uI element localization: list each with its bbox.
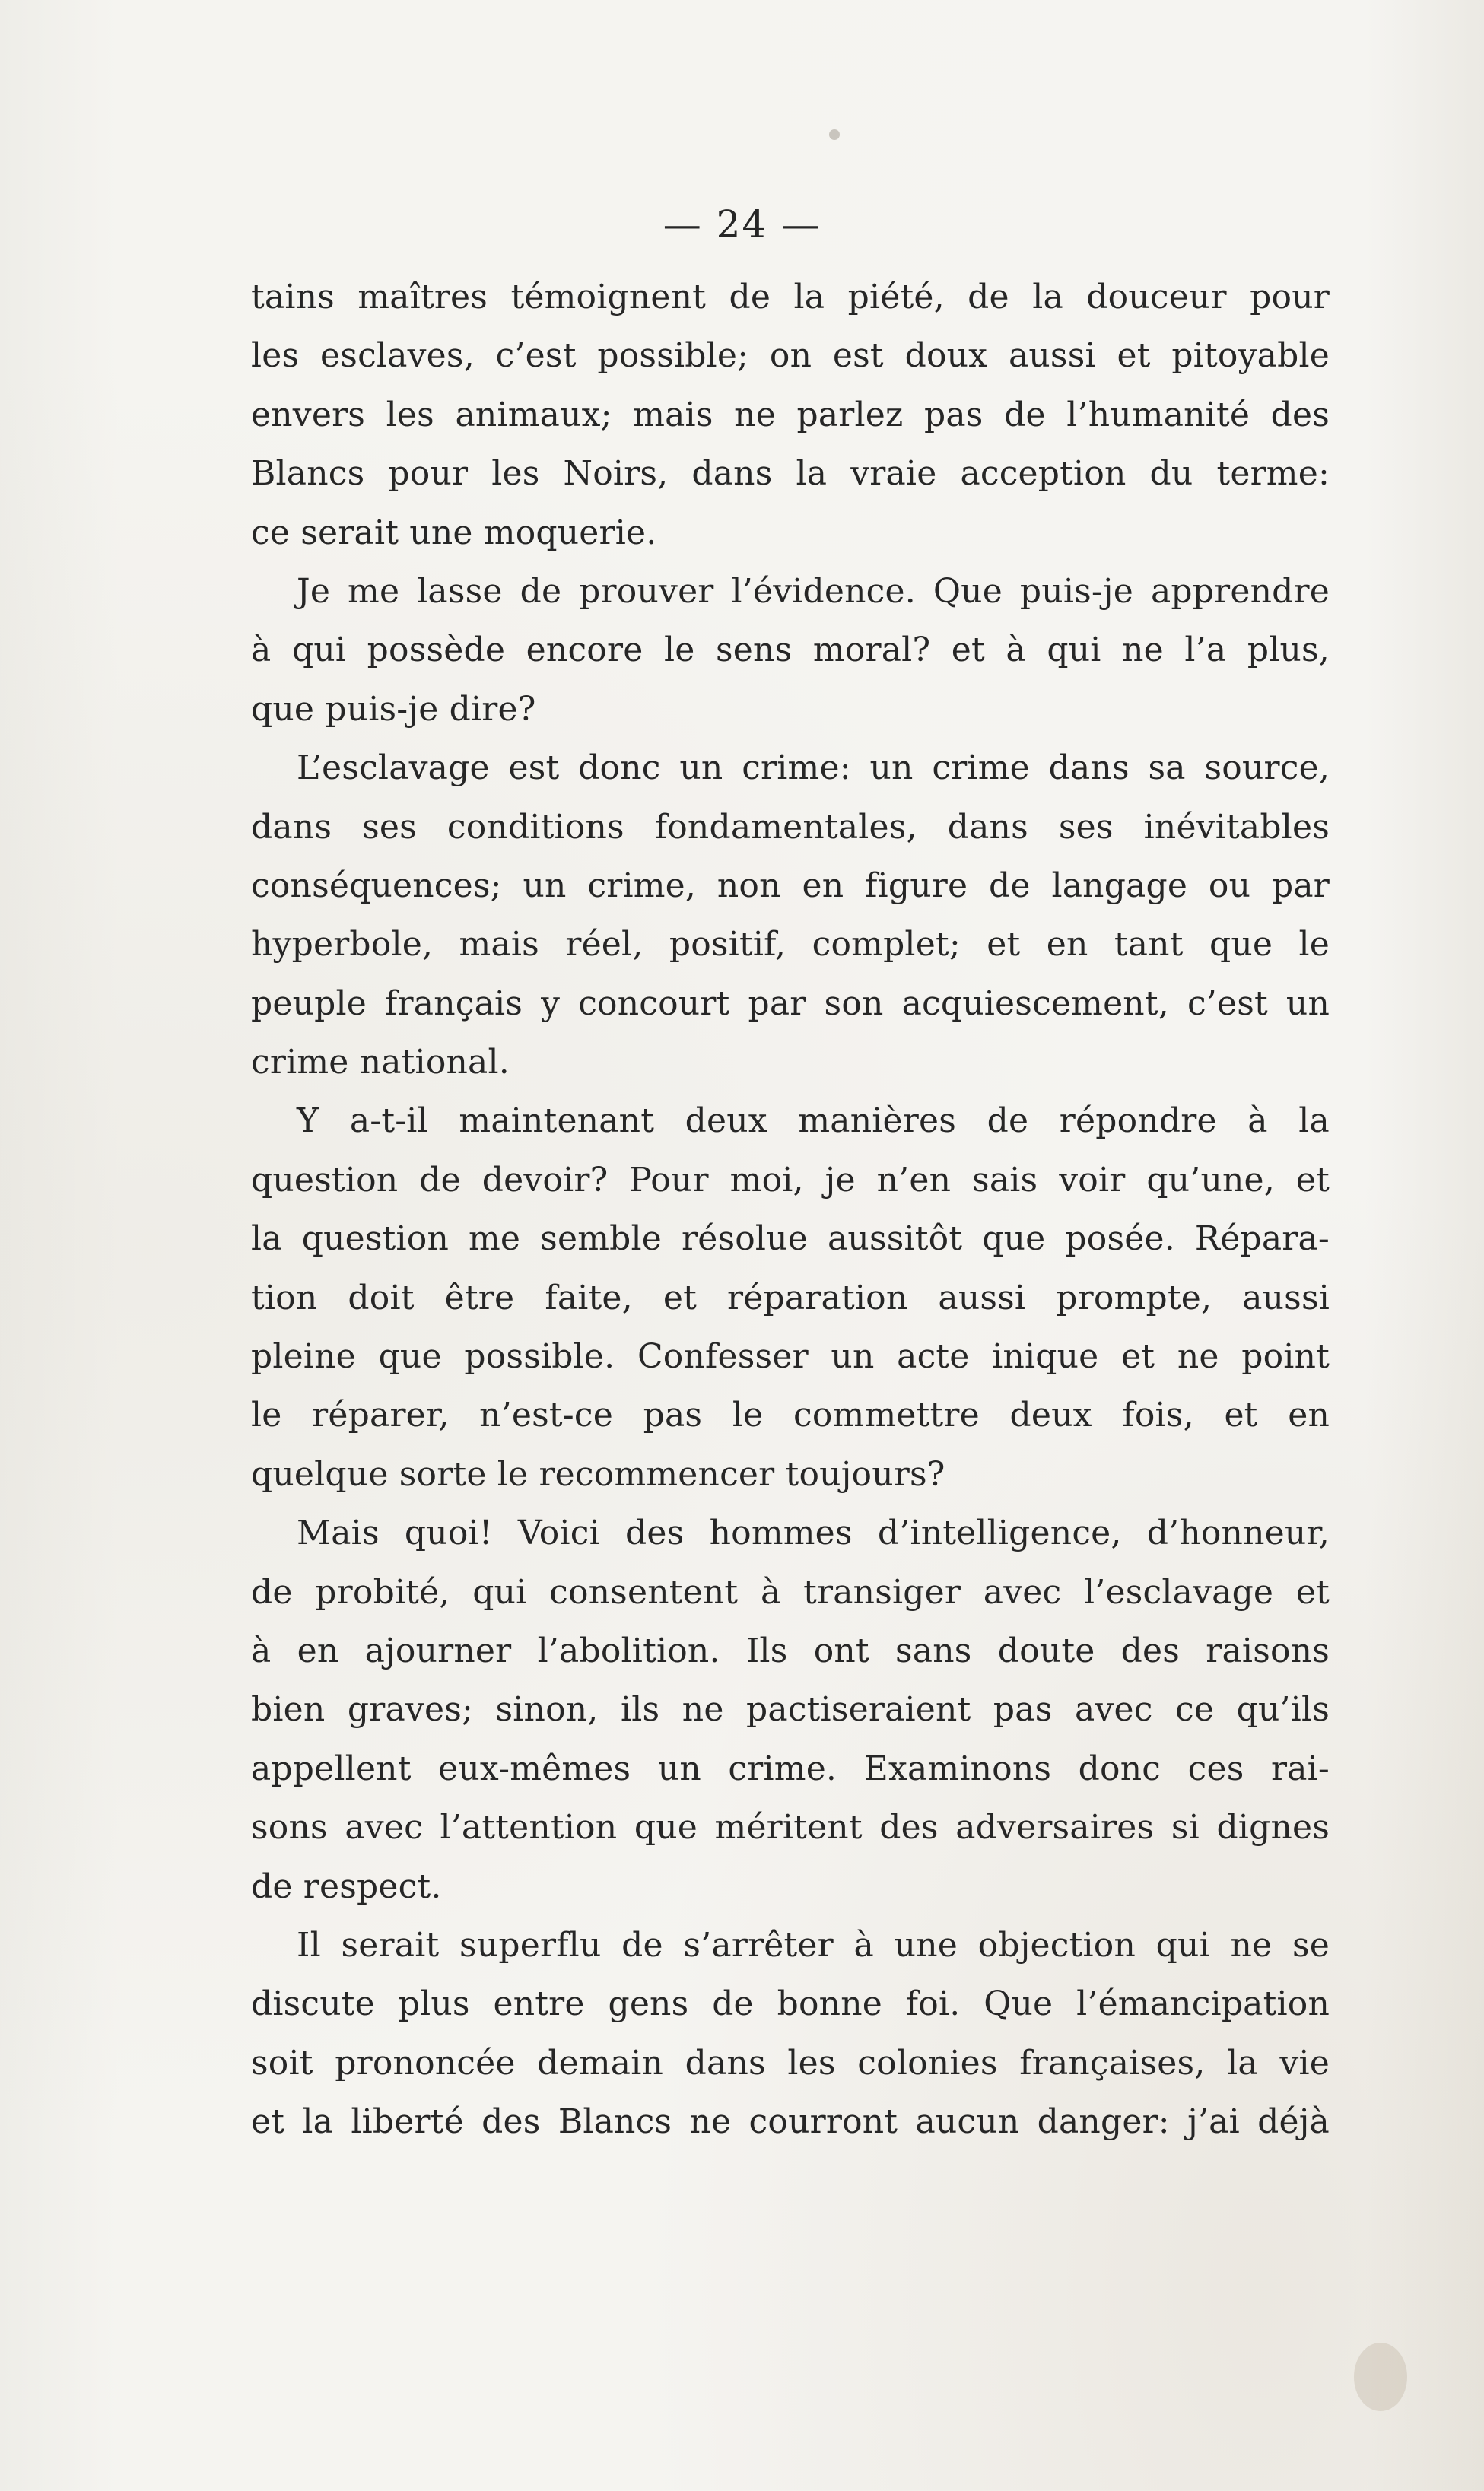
text-line: crime national. [251, 1043, 510, 1082]
paper-stain [829, 129, 840, 140]
text-line: soit prononcée demain dans les colonies françaises, la vie [251, 2043, 1330, 2083]
text-line: tains maîtres témoignent de la piété, de la douceur pour [251, 278, 1330, 316]
text-line: sons avec l’attention que méritent des adversaires si dignes [251, 1808, 1330, 1848]
text-line: tion doit être faite, et réparation aussi prompte, aussi [251, 1278, 1330, 1317]
text-line: conséquences; un crime, non en figure de langage ou par [251, 866, 1330, 905]
body-text [251, 268, 1330, 2152]
text-line: et la liberté des Blancs ne courront aucun danger: j’ai déjà [251, 2102, 1330, 2142]
page-number: — 24 — [663, 202, 821, 246]
text-line: de respect. [251, 1867, 442, 1906]
text-line: à qui possède encore le sens moral? et à qui ne l’a plus, [251, 631, 1330, 670]
text-line: ce serait une moquerie. [251, 513, 657, 552]
text-line: que puis-je dire? [251, 689, 536, 729]
text-line: pleine que possible. Confesser un acte inique et ne point [251, 1337, 1330, 1377]
text-line: les esclaves, c’est possible; on est doux aussi et pitoyable [251, 336, 1330, 376]
text-line: Il serait superflu de s’arrêter à une objection qui ne se [297, 1925, 1330, 1965]
text-line: à en ajourner l’abolition. Ils ont sans doute des raisons [251, 1631, 1330, 1670]
text-line: question de devoir? Pour moi, je n’en sais voir qu’une, et [251, 1160, 1330, 1199]
text-line: dans ses conditions fondamentales, dans ses inévitables [251, 807, 1330, 847]
text-line: Blancs pour les Noirs, dans la vraie acception du terme: [251, 454, 1330, 494]
text-line: le réparer, n’est-ce pas le commettre deux fois, et en [251, 1396, 1330, 1435]
text-line: Mais quoi! Voici des hommes d’intelligence, d’honneur, [297, 1514, 1330, 1553]
text-line: Y a-t-il maintenant deux manières de répondre à la [297, 1101, 1330, 1141]
text-line: bien graves; sinon, ils ne pactiseraient pas avec ce qu’ils [251, 1690, 1330, 1730]
text-line: quelque sorte le recommencer toujours? [251, 1454, 945, 1494]
text-line: hyperbole, mais réel, positif, complet; et en tant que le [251, 925, 1330, 964]
text-line: envers les animaux; mais ne parlez pas de l’humanité des [251, 395, 1330, 434]
text-line: Je me lasse de prouver l’évidence. Que puis-je apprendre [297, 571, 1330, 611]
paper-stain [1354, 2343, 1407, 2411]
text-line: discute plus entre gens de bonne foi. Que l’émancipation [251, 1984, 1330, 2024]
text-line: la question me semble résolue aussitôt que posée. Répara- [251, 1219, 1330, 1259]
text-line: L’esclavage est donc un crime: un crime dans sa source, [297, 748, 1330, 788]
text-line: de probité, qui consentent à transiger avec l’esclavage et [251, 1572, 1330, 1612]
text-line: appellent eux-mêmes un crime. Examinons donc ces rai- [251, 1749, 1330, 1788]
text-line: peuple français y concourt par son acquiescement, c’est un [251, 983, 1330, 1023]
